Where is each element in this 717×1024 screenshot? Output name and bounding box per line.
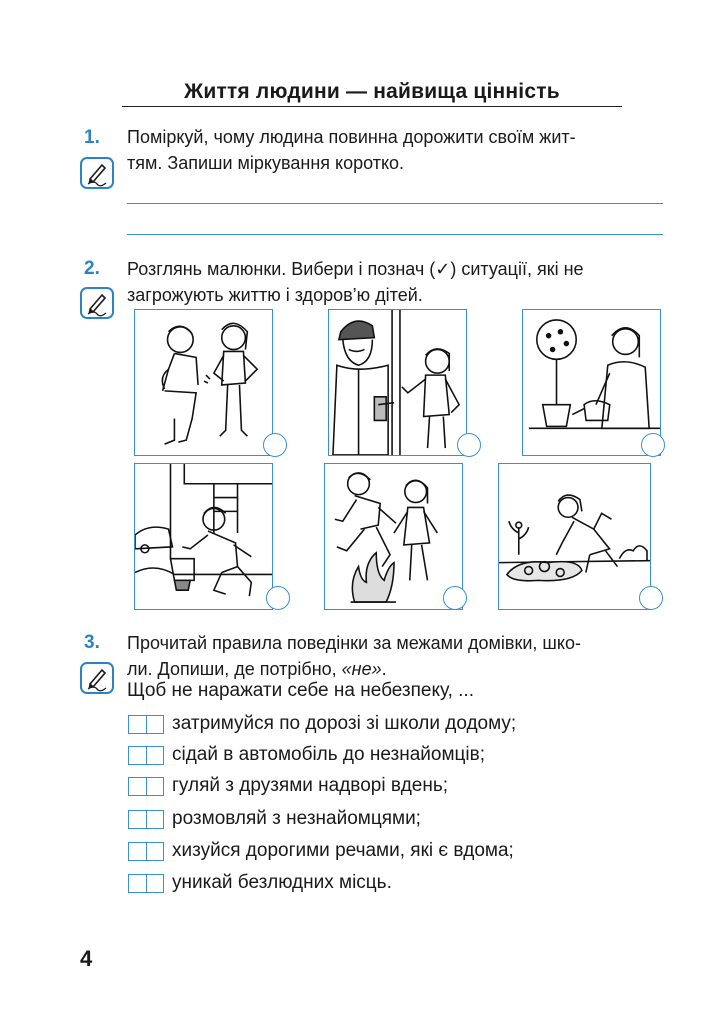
rule-text: сідай в автомобіль до незнайомців; <box>172 744 485 765</box>
task-3-text: Прочитай правила поведінки за межами домівки, шко- ли. Допиши, де потрібно, «не». <box>127 633 581 679</box>
picture-4-checkbox[interactable] <box>266 586 290 610</box>
rules-lead-text: Щоб не наражати себе на небезпеку, ... <box>127 680 474 701</box>
picture-girl-picking-flowers <box>498 463 651 610</box>
task-1-text: Поміркуй, чому людина повинна дорожити своїм жит- тям. Запиши міркування коротко. <box>127 127 576 173</box>
task-3-number: 3. <box>84 632 100 653</box>
rule-answer-box[interactable] <box>128 777 164 796</box>
picture-2-checkbox[interactable] <box>457 433 481 457</box>
picture-kids-jumping-fire <box>324 463 463 610</box>
pen-write-icon <box>80 157 114 189</box>
picture-5-checkbox[interactable] <box>443 586 467 610</box>
picture-1-checkbox[interactable] <box>263 433 287 457</box>
picture-boy-under-truck <box>134 463 273 610</box>
page-number: 4 <box>80 946 93 971</box>
rule-answer-box[interactable] <box>128 874 164 893</box>
picture-girl-watering-plant <box>522 309 661 456</box>
rule-text: хизуйся дорогими речами, які є вдома; <box>172 840 514 861</box>
rule-item <box>128 773 448 799</box>
rule-answer-box[interactable] <box>128 746 164 765</box>
rule-item <box>128 870 392 896</box>
rule-text: уникай безлюдних місць. <box>172 872 392 893</box>
picture-kids-fighting <box>134 309 273 456</box>
rule-item <box>128 742 485 768</box>
rule-text: гуляй з друзями надворі вдень; <box>172 775 449 796</box>
rule-answer-box[interactable] <box>128 810 164 829</box>
rule-text: розмовляй з незнайомцями; <box>172 808 421 829</box>
rule-item <box>128 711 516 737</box>
task-2-text: Розглянь малюнки. Вибери і познач (✓) ситуації, які не загрожують життю і здоров’ю дітей. <box>127 259 584 305</box>
task-1-number: 1. <box>84 127 100 148</box>
answer-line-1[interactable] <box>127 203 663 204</box>
answer-line-2[interactable] <box>127 234 663 235</box>
page-title: Життя людини — найвища цінність <box>184 80 560 103</box>
pen-write-icon <box>80 662 114 694</box>
task-2-number: 2. <box>84 258 100 279</box>
picture-6-checkbox[interactable] <box>639 586 663 610</box>
rule-item <box>128 806 421 832</box>
picture-stranger-at-door <box>328 309 467 456</box>
pen-write-icon <box>80 287 114 319</box>
rule-text: затримуйся по дорозі зі школи додому; <box>172 713 517 734</box>
rule-answer-box[interactable] <box>128 842 164 861</box>
picture-3-checkbox[interactable] <box>641 433 665 457</box>
title-underline <box>122 106 622 107</box>
rule-item <box>128 838 514 864</box>
rule-answer-box[interactable] <box>128 715 164 734</box>
